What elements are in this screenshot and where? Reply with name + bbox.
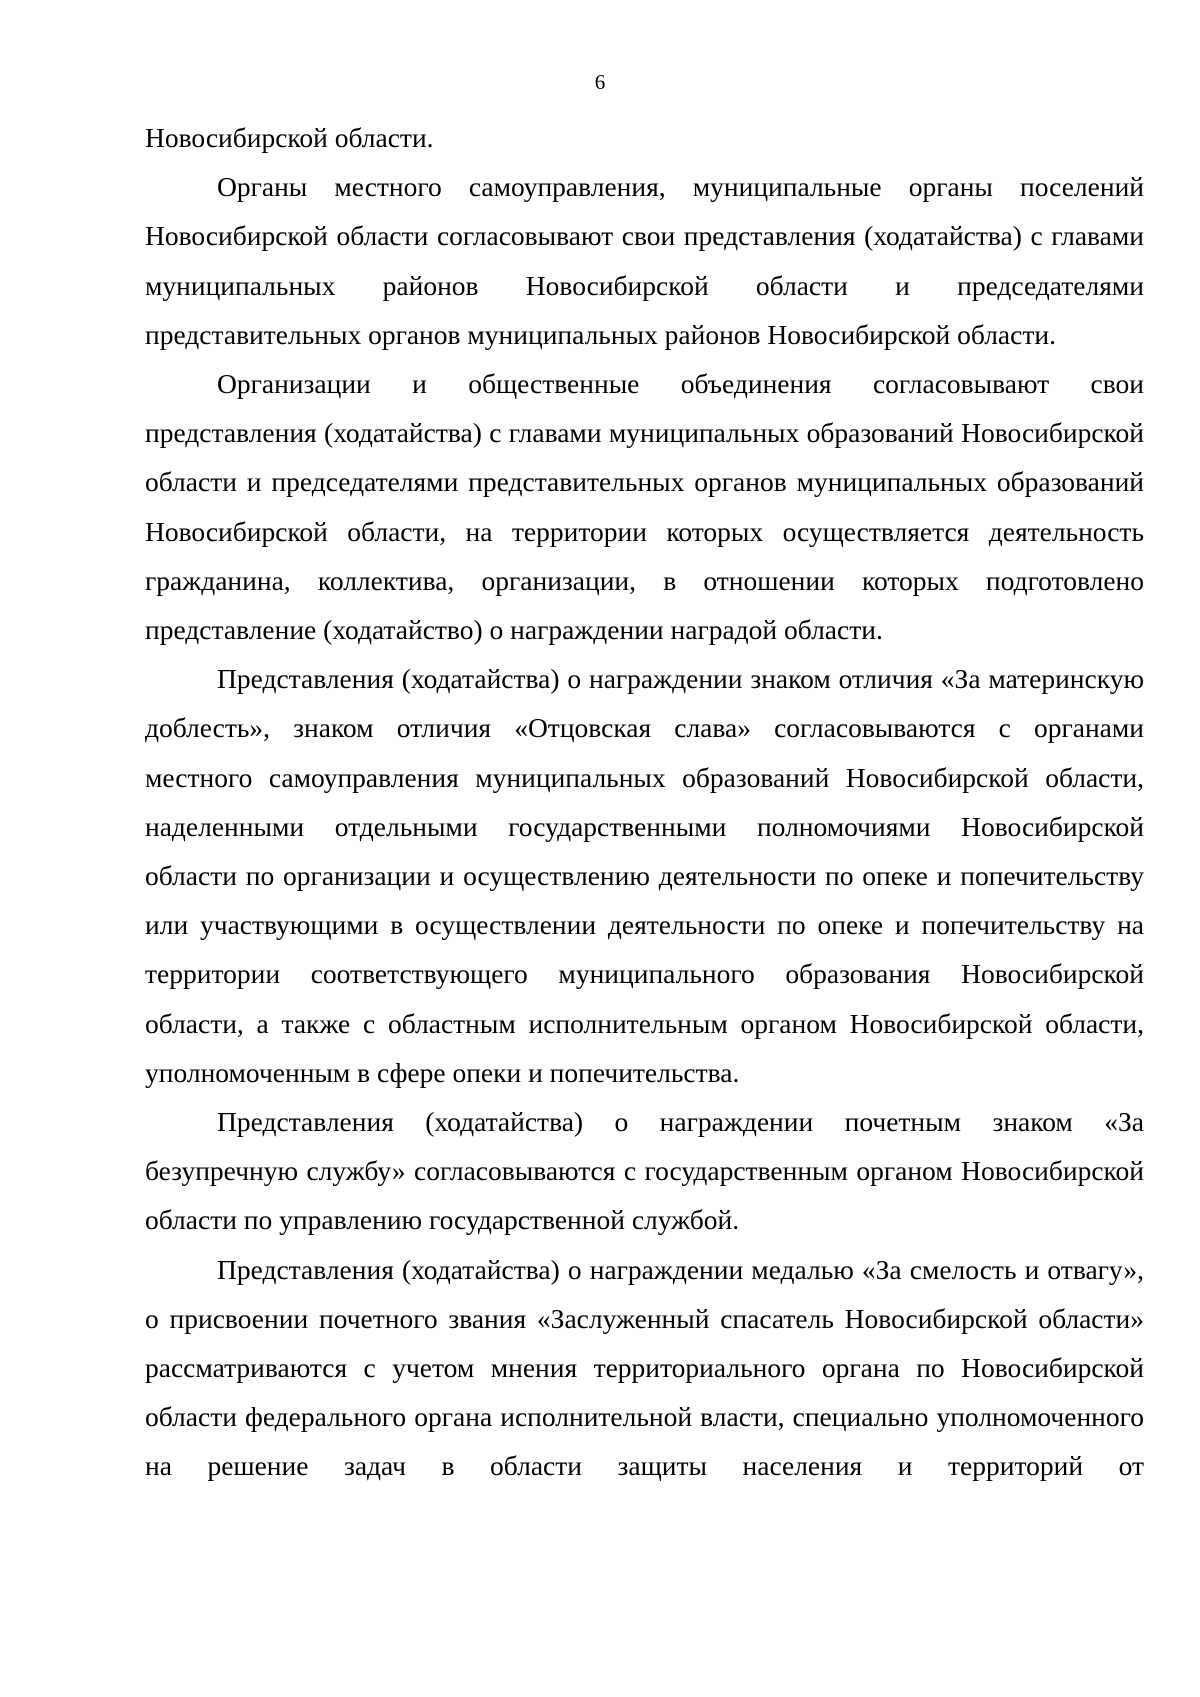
paragraph-impeccable-service: Представления (ходатайства) о награждении почетным знаком «За безупречную службу» согласовываются с государственным органом Новосибирской области по управлению государственной службой.	[145, 1106, 1144, 1236]
document-body	[145, 113, 1144, 1491]
paragraph-continuation: Новосибирской области.	[145, 122, 434, 153]
paragraph-maternal-valor: Представления (ходатайства) о награждении знаком отличия «За материнскую доблесть», знаком отличия «Отцовская слава» согласовываются с органами местного самоуправления муниципальных образований Новосибирской области, наделенными отдельными государственными полномочиями Новосибирской области по организации и осуществлению деятельности по опеке и попечительству или участвующими в осуществлении деятельности по опеке и попечительству на территории соответствующего муниципального образования Новосибирской области, а также с областным исполнительным органом Новосибирской области, уполномоченным в сфере опеки и попечительства.	[145, 663, 1144, 1088]
paragraph-local-self-government: Органы местного самоуправления, муниципальные органы поселений Новосибирской области согласовывают свои представления (ходатайства) с главами муниципальных районов Новосибирской области и председателями представительных органов муниципальных районов Новосибирской области.	[145, 171, 1144, 350]
page-number: 6	[594, 70, 606, 94]
paragraph-courage-medal: Представления (ходатайства) о награждении медалью «За смелость и отвагу», о присвоении почетного звания «Заслуженный спасатель Новосибирской области» рассматриваются с учетом мнения территориального органа по Новосибирской области федерального органа исполнительной власти, специально уполномоченного на решение задач в области защиты населения и территорий от	[145, 1253, 1144, 1482]
paragraph-organizations: Организации и общественные объединения согласовывают свои представления (ходатайства) с главами муниципальных образований Новосибирской области и председателями представительных органов муниципальных образований Новосибирской области, на территории которых осуществляется деятельность гражданина, коллектива, организации, в отношении которых подготовлено представление (ходатайство) о награждении наградой области.	[145, 368, 1144, 646]
